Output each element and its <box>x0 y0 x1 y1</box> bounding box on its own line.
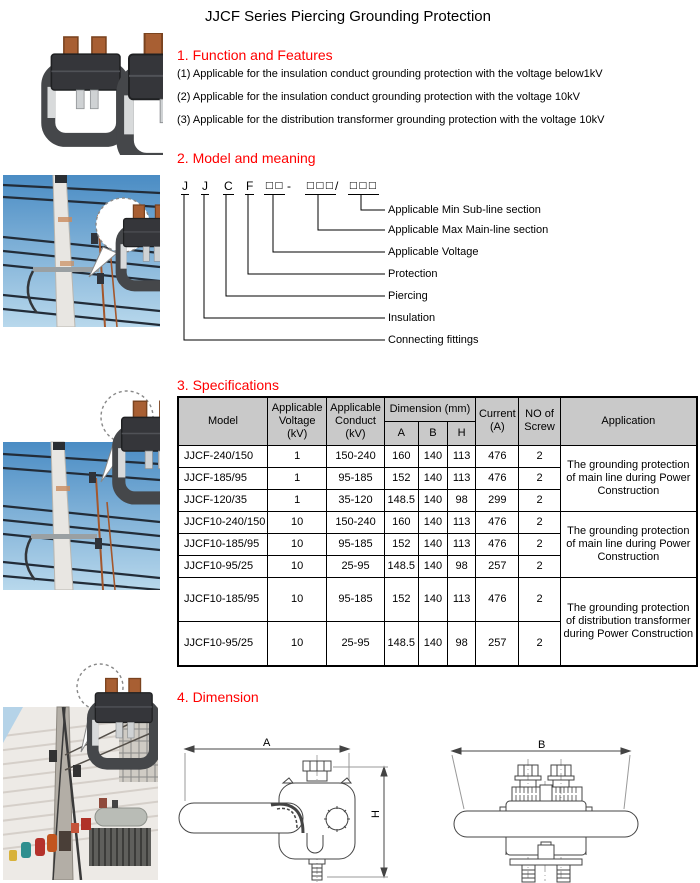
cell-conduct: 150-240 <box>327 511 384 533</box>
col-header-conduct: Applicable Conduct (kV) <box>327 397 384 445</box>
cell-b: 140 <box>418 621 447 666</box>
cell-b: 140 <box>418 489 447 511</box>
model-label-max-main: Applicable Max Main-line section <box>388 224 549 236</box>
cell-screw: 2 <box>519 467 560 489</box>
model-label-piercing: Piercing <box>388 290 428 302</box>
installation-photo-2 <box>3 390 160 590</box>
model-label-protection: Protection <box>388 268 438 280</box>
cell-current: 299 <box>476 489 519 511</box>
model-code-separator: / <box>335 179 339 193</box>
cell-screw: 2 <box>519 555 560 577</box>
model-code-boxes: □□□ <box>348 179 379 195</box>
feature-item: (3) Applicable for the distribution transformer grounding protection with the voltage 10kV <box>177 114 605 126</box>
col-header-dimension: Dimension (mm) <box>384 397 476 421</box>
col-header-current: Current (A) <box>476 397 519 445</box>
cell-a: 152 <box>384 533 418 555</box>
feature-item: (2) Applicable for the insulation conduct grounding protection with the voltage 10kV <box>177 91 580 103</box>
cell-voltage: 1 <box>268 445 327 467</box>
section-heading-specs: 3. Specifications <box>177 377 279 393</box>
cell-application: The grounding protection of distribution transformer during Power Construction <box>560 577 697 666</box>
cell-model: JJCF10-185/95 <box>178 577 268 621</box>
cell-screw: 2 <box>519 489 560 511</box>
cell-h: 113 <box>448 511 476 533</box>
cell-conduct: 150-240 <box>327 445 384 467</box>
cell-current: 476 <box>476 577 519 621</box>
cell-model: JJCF-240/150 <box>178 445 268 467</box>
cell-model: JJCF10-95/25 <box>178 555 268 577</box>
dimension-drawing-front <box>430 737 700 883</box>
cell-b: 140 <box>418 445 447 467</box>
cell-voltage: 10 <box>268 511 327 533</box>
model-label-voltage: Applicable Voltage <box>388 246 479 258</box>
cell-screw: 2 <box>519 511 560 533</box>
cell-model: JJCF-185/95 <box>178 467 268 489</box>
cell-screw: 2 <box>519 533 560 555</box>
cell-a: 160 <box>384 511 418 533</box>
table-row <box>178 511 697 533</box>
cell-application: The grounding protection of main line during Power Construction <box>560 445 697 511</box>
table-row <box>178 577 697 621</box>
cell-current: 257 <box>476 555 519 577</box>
cell-conduct: 35-120 <box>327 489 384 511</box>
cell-voltage: 10 <box>268 621 327 666</box>
cell-voltage: 10 <box>268 533 327 555</box>
col-header-screw: NO of Screw <box>519 397 560 445</box>
section-heading-dimension: 4. Dimension <box>177 689 259 705</box>
specifications-table <box>177 396 698 667</box>
cell-h: 113 <box>448 577 476 621</box>
cell-h: 113 <box>448 533 476 555</box>
cell-h: 98 <box>448 621 476 666</box>
cell-a: 152 <box>384 577 418 621</box>
cell-conduct: 25-95 <box>327 621 384 666</box>
cell-current: 476 <box>476 511 519 533</box>
col-header-model: Model <box>178 397 268 445</box>
cell-voltage: 1 <box>268 489 327 511</box>
cell-a: 148.5 <box>384 555 418 577</box>
cell-current: 476 <box>476 533 519 555</box>
model-code-char: J <box>182 179 188 193</box>
dim-label-h: H <box>370 810 382 818</box>
cell-b: 140 <box>418 555 447 577</box>
model-label-connecting: Connecting fittings <box>388 334 479 346</box>
model-code-separator: - <box>287 179 291 193</box>
page-title: JJCF Series Piercing Grounding Protection <box>205 8 491 25</box>
installation-photo-1 <box>3 175 160 327</box>
section-heading-features: 1. Function and Features <box>177 47 333 63</box>
cell-h: 113 <box>448 445 476 467</box>
cell-h: 98 <box>448 489 476 511</box>
cell-conduct: 95-185 <box>327 577 384 621</box>
cell-screw: 2 <box>519 621 560 666</box>
cell-current: 476 <box>476 445 519 467</box>
model-code-boxes: □□□ <box>305 179 336 195</box>
model-code-diagram <box>177 179 698 351</box>
cell-screw: 2 <box>519 577 560 621</box>
cell-model: JJCF10-240/150 <box>178 511 268 533</box>
cell-current: 476 <box>476 467 519 489</box>
table-header-row <box>178 397 697 421</box>
cell-conduct: 25-95 <box>327 555 384 577</box>
cell-a: 148.5 <box>384 489 418 511</box>
model-code-char: J <box>202 179 208 193</box>
cell-model: JJCF10-95/25 <box>178 621 268 666</box>
col-header-a: A <box>384 421 418 445</box>
cell-voltage: 1 <box>268 467 327 489</box>
cell-b: 140 <box>418 533 447 555</box>
cell-conduct: 95-185 <box>327 533 384 555</box>
section-heading-model: 2. Model and meaning <box>177 150 316 166</box>
dimension-drawing-side <box>177 737 422 883</box>
product-photo <box>5 33 163 155</box>
cell-a: 160 <box>384 445 418 467</box>
cell-a: 148.5 <box>384 621 418 666</box>
col-header-application: Application <box>560 397 697 445</box>
model-code-boxes: □□ <box>264 179 285 195</box>
transformer-tank <box>95 808 147 826</box>
installation-photo-3 <box>3 660 158 880</box>
cell-model: JJCF10-185/95 <box>178 533 268 555</box>
cell-voltage: 10 <box>268 577 327 621</box>
cell-application: The grounding protection of main line during Power Construction <box>560 511 697 577</box>
dim-label-a: A <box>263 737 271 749</box>
cell-current: 257 <box>476 621 519 666</box>
dim-label-b: B <box>538 739 546 751</box>
cell-b: 140 <box>418 577 447 621</box>
cell-a: 152 <box>384 467 418 489</box>
feature-list <box>177 68 604 137</box>
model-label-insulation: Insulation <box>388 312 436 324</box>
cell-b: 140 <box>418 511 447 533</box>
cell-conduct: 95-185 <box>327 467 384 489</box>
cell-screw: 2 <box>519 445 560 467</box>
col-header-h: H <box>448 421 476 445</box>
col-header-b: B <box>418 421 447 445</box>
cell-model: JJCF-120/35 <box>178 489 268 511</box>
model-code-char: F <box>246 179 254 193</box>
feature-item: (1) Applicable for the insulation conduct grounding protection with the voltage below1kV <box>177 68 603 80</box>
col-header-voltage: Applicable Voltage (kV) <box>268 397 327 445</box>
model-label-min-sub: Applicable Min Sub-line section <box>388 204 541 216</box>
model-code-char: C <box>224 179 233 193</box>
cell-b: 140 <box>418 467 447 489</box>
table-row <box>178 445 697 467</box>
cell-h: 113 <box>448 467 476 489</box>
cell-voltage: 10 <box>268 555 327 577</box>
cell-h: 98 <box>448 555 476 577</box>
